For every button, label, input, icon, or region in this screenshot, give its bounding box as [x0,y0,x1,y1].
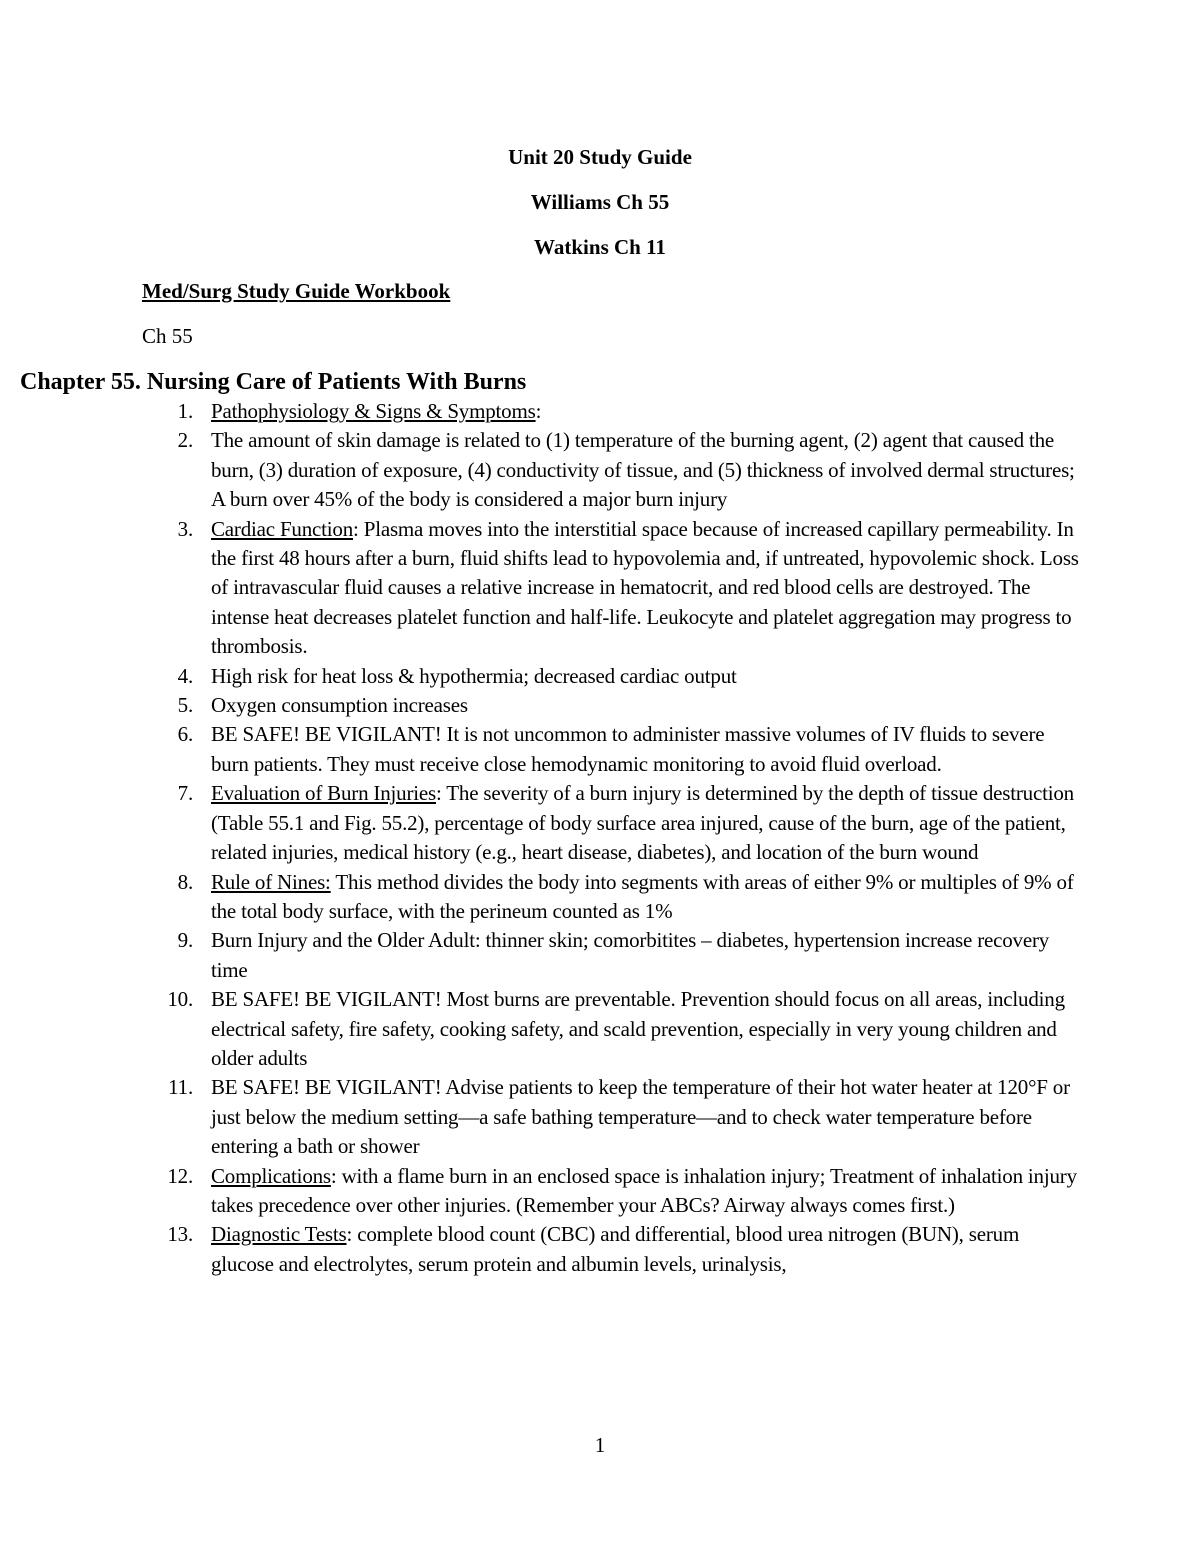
item-number: 2. [177,428,193,453]
list-item [0,868,1080,927]
item-text: Burn Injury and the Older Adult: thinner skin; comorbitites – diabetes, hypertension increase recovery time [211,928,1050,982]
item-number: 7. [177,781,193,806]
item-text: Oxygen consumption increases [211,693,468,718]
list-item [0,397,1080,426]
item-text: : Plasma moves into the interstitial space because of increased capillary permeability. In the first 48 hours after a burn, fluid shifts lead to hypovolemia and, if untreated, hypovolemic shock. Loss of intravascular fluid causes a relative increase in hematocrit, and red blood cells are destroyed. The intense heat decreases platelet function and half-life. Leukocyte and platelet aggregation may progress to thrombosis. [211,516,1079,659]
item-number: 6. [177,722,193,747]
watkins-reference: Watkins Ch 11 [534,235,666,259]
item-number: 11. [168,1075,193,1100]
chapter-heading: Chapter 55. Nursing Care of Patients With Burns [20,369,527,395]
list-item [0,515,1080,662]
item-number: 9. [177,928,193,953]
item-number: 4. [177,663,193,688]
item-text: : The severity of a burn injury is determined by the depth of tissue destruction (Table 55.1 and Fig. 55.2), percentage of body surface area injured, cause of the burn, age of the patient, related injuries, medical history (e.g., heart disease, diabetes), and location of the burn wound [211,781,1074,865]
item-label: Pathophysiology & Signs & Symptoms [211,399,536,423]
item-number: 5. [177,693,193,718]
item-text: : complete blood count (CBC) and differential, blood urea nitrogen (BUN), serum glucose and electrolytes, serum protein and albumin levels, urinalysis, [211,1222,1020,1276]
list-item [0,720,1080,779]
item-number: 13. [167,1222,193,1247]
item-number: 12. [167,1163,193,1188]
list-item [0,779,1080,867]
list-item [0,926,1080,985]
item-number: 3. [177,516,193,541]
item-text: : with a flame burn in an enclosed space is inhalation injury; Treatment of inhalation injury takes precedence over other injuries. (Remember your ABCs? Airway always comes first.) [211,1163,1077,1217]
workbook-title: Med/Surg Study Guide Workbook [142,279,451,303]
item-number: 1. [177,399,193,423]
item-text: BE SAFE! BE VIGILANT! Most burns are preventable. Prevention should focus on all areas, including electrical safety, fire safety, cooking safety, and scald prevention, especially in very young children and older adults [211,987,1065,1070]
unit-title: Unit 20 Study Guide [508,145,692,169]
list-item [0,985,1080,1073]
list-item [0,426,1080,514]
item-text: BE SAFE! BE VIGILANT! It is not uncommon to administer massive volumes of IV fluids to severe burn patients. They must receive close hemodynamic monitoring to avoid fluid overload. [211,722,1045,776]
list-item [0,1073,1080,1161]
page-number: 1 [594,1433,606,1457]
list-item [0,662,1080,691]
item-label: Diagnostic Tests [211,1222,347,1247]
item-label: Rule of Nines: [211,869,331,894]
item-text: BE SAFE! BE VIGILANT! Advise patients to keep the temperature of their hot water heater at 120°F or just below the medium setting—a safe bathing temperature—and to check water temperature before entering a bath or shower [211,1075,1070,1159]
item-label: Evaluation of Burn Injuries [211,781,436,806]
list-item [0,691,1080,720]
item-text: The amount of skin damage is related to (1) temperature of the burning agent, (2) agent that caused the burn, (3) duration of exposure, (4) conductivity of tissue, and (5) thickness of involved dermal structures; A burn over 45% of the body is considered a major burn injury [211,428,1075,512]
item-text: This method divides the body into segments with areas of either 9% or multiples of 9% of the total body surface, with the perineum counted as 1% [211,869,1074,923]
item-label: Cardiac Function [211,516,354,541]
item-label: Complications [211,1163,331,1188]
workbook-chapter: Ch 55 [142,324,193,348]
item-text: : [535,399,542,423]
list-item [0,1220,1080,1279]
williams-reference: Williams Ch 55 [530,190,670,214]
list-item [0,1162,1080,1221]
item-number: 10. [167,987,193,1012]
item-text: High risk for heat loss & hypothermia; decreased cardiac output [211,663,737,688]
item-number: 8. [177,869,193,894]
study-items-list [0,397,1080,1279]
